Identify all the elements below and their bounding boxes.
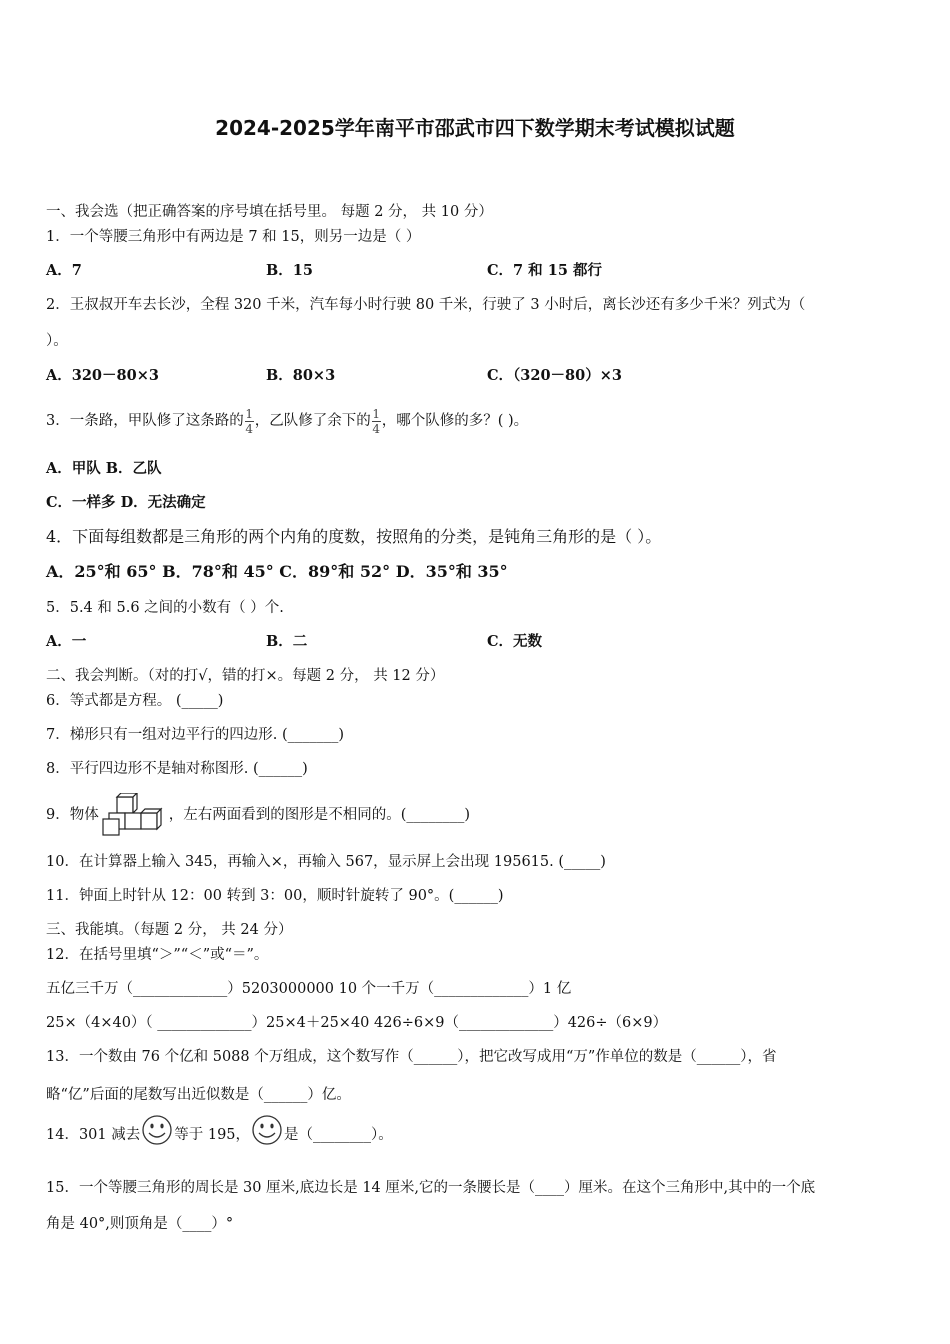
question-15-line2: 角是 40°,则顶角是（____）° — [46, 1216, 234, 1232]
q3-text-3: ，哪个队修的多？( )。 — [381, 413, 529, 429]
question-13-line2: 略“亿”后面的尾数写出近似数是（______）亿。 — [46, 1087, 351, 1103]
q12-row-1: 五亿三千万（_____________）5203000000 10 个一千万（_____________）1 亿 — [46, 981, 572, 997]
q14-text-3: 是（________）。 — [284, 1127, 393, 1143]
section-3-heading: 三、我能填。（每题 2 分， 共 24 分） — [46, 922, 293, 938]
q4-options: A．25°和 65° B．78°和 45° C．89°和 52° D．35°和 35° — [46, 562, 508, 581]
smiley-face-icon — [140, 1115, 174, 1149]
q14-text-2: 等于 195， — [174, 1127, 251, 1143]
cube-stack-icon — [99, 793, 169, 837]
q2-option-b: B．80×3 — [266, 367, 336, 384]
section-2-heading: 二、我会判断。（对的打√，错的打×。每题 2 分， 共 12 分） — [46, 668, 445, 684]
q3-text-2: ，乙队修了余下的 — [254, 413, 371, 429]
question-12-stem: 12．在括号里填“＞”“＜”或“＝”。 — [46, 947, 269, 963]
fraction-denominator: 4 — [245, 421, 254, 436]
question-13-line1: 13．一个数由 76 个亿和 5088 个万组成，这个数写作（______），把它改写成用“万”作单位的数是（______），省 — [46, 1049, 777, 1065]
q3-fraction-1 — [245, 408, 254, 435]
q12-row-2: 25×（4×40）（ _____________）25×4＋25×40 426÷6×9（_____________）426÷（6×9） — [46, 1015, 668, 1031]
section-1-heading: 一、我会选（把正确答案的序号填在括号里。 每题 2 分， 共 10 分） — [46, 204, 493, 220]
q1-option-a: A．7 — [46, 262, 82, 279]
question-2-stem-line1: 2．王叔叔开车去长沙，全程 320 千米，汽车每小时行驶 80 千米，行驶了 3 小时后，离长沙还有多少千米？列式为（ — [46, 297, 806, 313]
question-14 — [46, 1115, 393, 1155]
question-15-line1: 15．一个等腰三角形的周长是 30 厘米,底边长是 14 厘米,它的一条腰长是（____）厘米。在这个三角形中,其中的一个底 — [46, 1180, 816, 1196]
question-7: 7．梯形只有一组对边平行的四边形. (_______) — [46, 727, 345, 743]
q5-option-c: C．无数 — [487, 633, 543, 650]
q5-option-a: A．一 — [46, 633, 87, 650]
fraction-numerator: 1 — [372, 406, 381, 421]
q3-options-ab: A．甲队 B．乙队 — [46, 460, 162, 477]
question-2-stem-line2: ）。 — [46, 333, 68, 349]
question-8: 8．平行四边形不是轴对称图形. (______) — [46, 761, 308, 777]
q3-options-cd: C．一样多 D．无法确定 — [46, 494, 206, 511]
question-6: 6．等式都是方程。 (_____) — [46, 693, 224, 709]
question-10: 10．在计算器上输入 345，再输入×，再输入 567，显示屏上会出现 195615. (_____) — [46, 854, 606, 870]
q2-option-c: C．（320－80）×3 — [487, 367, 622, 384]
q2-option-a: A．320－80×3 — [46, 367, 159, 384]
smiley-face-icon — [250, 1115, 284, 1149]
question-4-stem: 4．下面每组数都是三角形的两个内角的度数，按照角的分类，是钝角三角形的是（ ）。 — [46, 527, 662, 546]
question-9 — [46, 793, 470, 837]
page-title: 2024-2025学年南平市邵武市四下数学期末考试模拟试题 — [215, 116, 735, 140]
question-11: 11．钟面上时针从 12：00 转到 3：00，顺时针旋转了 90°。(______) — [46, 888, 504, 904]
q14-text-1: 14．301 减去 — [46, 1127, 141, 1143]
q1-option-b: B．15 — [266, 262, 313, 279]
question-5-stem: 5．5.4 和 5.6 之间的小数有（ ）个. — [46, 600, 284, 616]
q3-fraction-2 — [372, 408, 381, 435]
fraction-numerator: 1 — [245, 406, 254, 421]
question-3-stem — [46, 406, 528, 436]
q3-text-1: 3．一条路，甲队修了这条路的 — [46, 413, 244, 429]
fraction-denominator: 4 — [372, 421, 381, 436]
q1-option-c: C．7 和 15 都行 — [487, 262, 602, 279]
q9-text-2: ，左右两面看到的图形是不相同的。(________) — [168, 807, 471, 823]
q9-text-1: 9．物体 — [46, 807, 99, 823]
q5-option-b: B．二 — [266, 633, 308, 650]
question-1-stem: 1．一个等腰三角形中有两边是 7 和 15，则另一边是（ ） — [46, 229, 421, 245]
